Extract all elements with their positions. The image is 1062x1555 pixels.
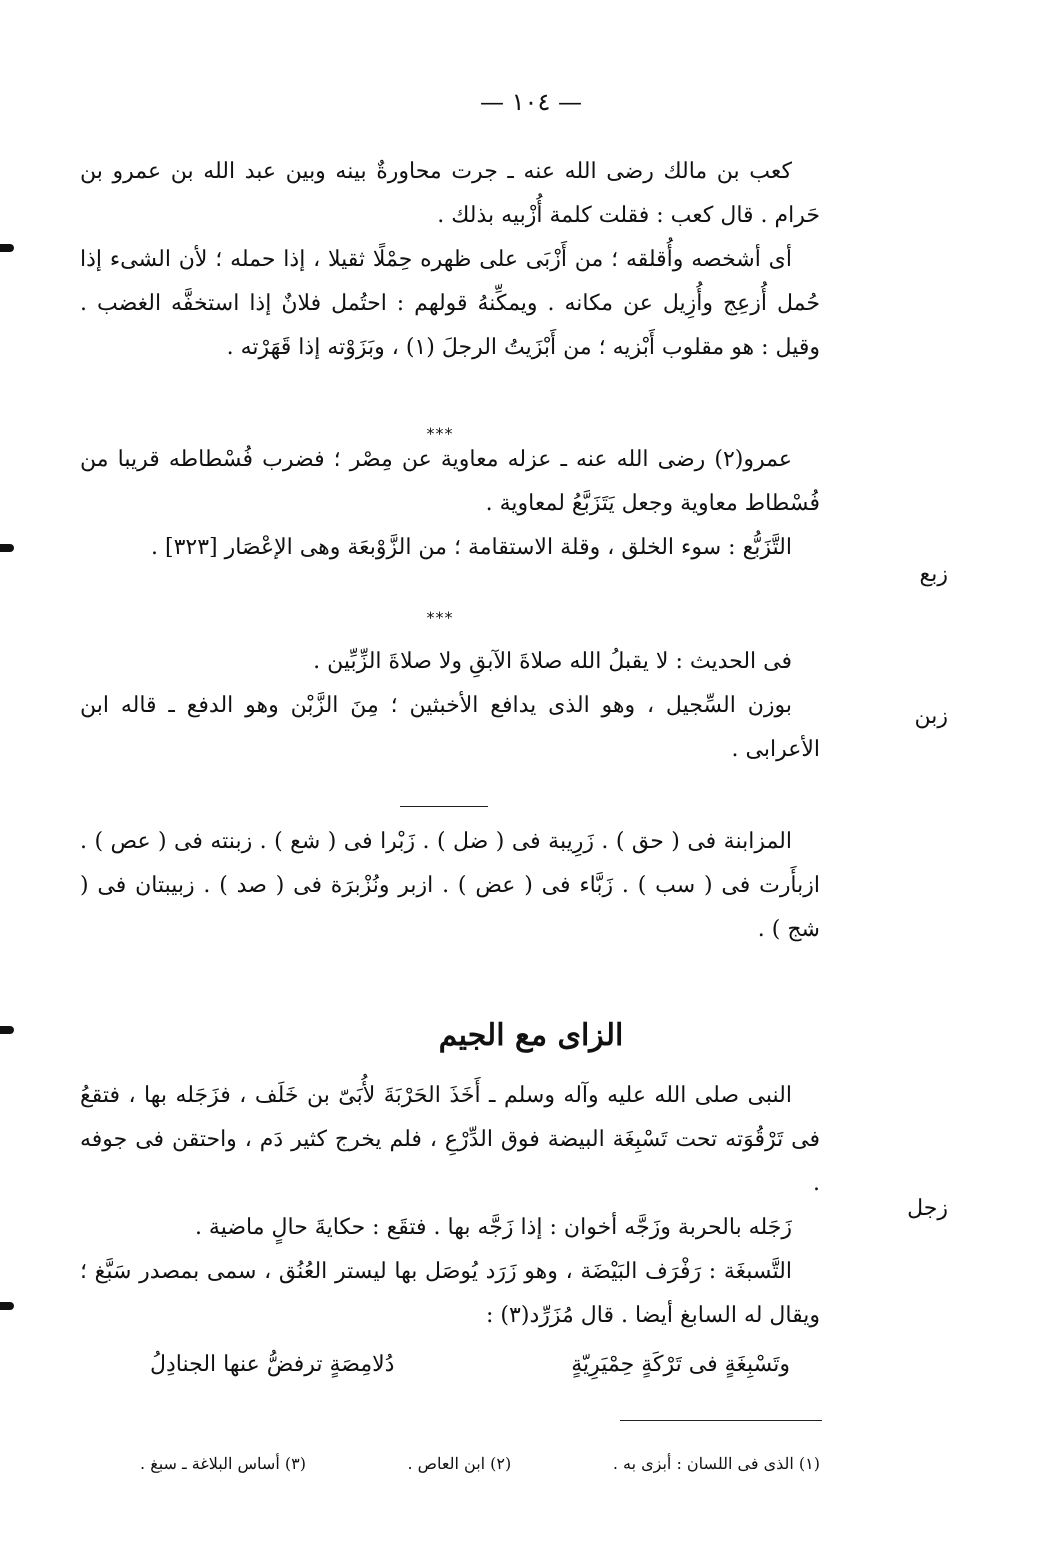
separator-stars: ***: [426, 424, 454, 443]
paragraph: فى الحديث : لا يقبلُ الله صلاةَ الآبقِ ولا صلاةَ الزِّبِّين .: [313, 649, 792, 674]
paragraph: المزابنة فى ( حق ) . زَرِيبة فى ( ضل ) . زَبْرا فى ( شع ) . زبنته فى ( عص ) . ازبأَرت فى ( سب ) . زَبَّاء فى ( عض ) . ازبر ونُزْبرَة فى ( صد ) . زبيبتان فى ( شج ) .: [80, 829, 820, 942]
paragraph: أى أشخصه وأُقلقه ؛ من أَزْبَى على ظهره حِمْلًا ثقيلا ، إذا حمله ؛ لأن الشىء إذا حُمل أُزعِج وأُزِيل عن مكانه . ويمكِّنهُ قولهم : احتُمل فلانٌ إذا استخفَّه الغضب . وقيل : هو مقلوب أَبْزيه ؛ من أَبْزَيتُ الرجلَ (١) ، وبَزَوْته إذا قَهَرْته .: [80, 247, 820, 360]
binding-mark: [0, 544, 14, 552]
footnote-divider: [620, 1420, 822, 1421]
text-block-kaab: [80, 150, 820, 370]
text-block-zajal: [80, 1074, 820, 1338]
footnote: (١) الذى فى اللسان : أبزى به .: [612, 1454, 820, 1473]
text-block-amr: [80, 438, 820, 570]
page-number: — ١٠٤ —: [480, 88, 582, 116]
verse-second-hemistich: دُلامِصَةٍ ترفضُّ عنها الجنادِلُ: [150, 1352, 395, 1377]
section-title: الزاى مع الجيم: [438, 1018, 624, 1053]
footnotes: [140, 1454, 820, 1473]
margin-root-word: زبن: [914, 704, 948, 729]
paragraph: كعب بن مالك رضى الله عنه ـ جرت محاورةٌ بينه وبين عبد الله بن عمرو بن حَرام . قال كعب : فقلت كلمة أُزْبيه بذلك .: [80, 159, 820, 228]
section-divider: [400, 806, 488, 807]
text-block-hadith: [80, 640, 820, 772]
margin-root-word: زبع: [919, 562, 948, 587]
paragraph: عمرو(٢) رضى الله عنه ـ عزله معاوية عن مِصْر ؛ فضرب فُسْطاطه قريبا من فُسْطاط معاوية وجعل يَتَزَبَّعُ لمعاوية .: [80, 447, 820, 516]
paragraph: التَّزَبُّع : سوء الخلق ، وقلة الاستقامة ؛ من الزَّوْبعَة وهى الإعْصَار [٣٢٣] .: [150, 535, 792, 560]
binding-mark: [0, 1026, 14, 1034]
paragraph: النبى صلى الله عليه وآله وسلم ـ أَخَذَ الحَرْبَةَ لأُبَىّ بن خَلَف ، فزَجَله بها ، فتقعُ فى تَرْقُوَته تحت تَسْبِغَة البيضة فوق الدِّرْعِ ، فلم يخرج كثير دَم ، واحتقن فى جوفه .: [80, 1083, 820, 1196]
paragraph: زَجَله بالحربة وزَجَّه أخوان : إذا زَجَّه بها . فتقَع : حكايةَ حالٍ ماضية .: [194, 1215, 792, 1240]
margin-root-word: زجل: [907, 1196, 948, 1221]
footnote: (٣) أساس البلاغة ـ سبغ .: [140, 1454, 306, 1473]
cross-references: [80, 820, 820, 952]
separator-stars: ***: [426, 608, 454, 627]
binding-mark: [0, 1302, 14, 1310]
verse-first-hemistich: وتَسْبِغَةٍ فى تَرْكَةٍ حِمْيَرِيّةٍ: [571, 1352, 790, 1377]
paragraph: التَّسبغَة : رَفْرَف البَيْضَة ، وهو زَرَد يُوصَل بها ليستر العُنُق ، سمى بمصدر سَبَّغ ؛ ويقال له السابغ أيضا . قال مُزَرِّد(٣) :: [80, 1259, 820, 1328]
poetry-verse: [150, 1352, 790, 1377]
footnote: (٢) ابن العاص .: [407, 1454, 512, 1473]
binding-mark: [0, 244, 14, 252]
paragraph: بوزن السِّجيل ، وهو الذى يدافع الأخبثين ؛ مِنَ الزَّبْن وهو الدفع ـ قاله ابن الأعرابى .: [80, 693, 820, 762]
